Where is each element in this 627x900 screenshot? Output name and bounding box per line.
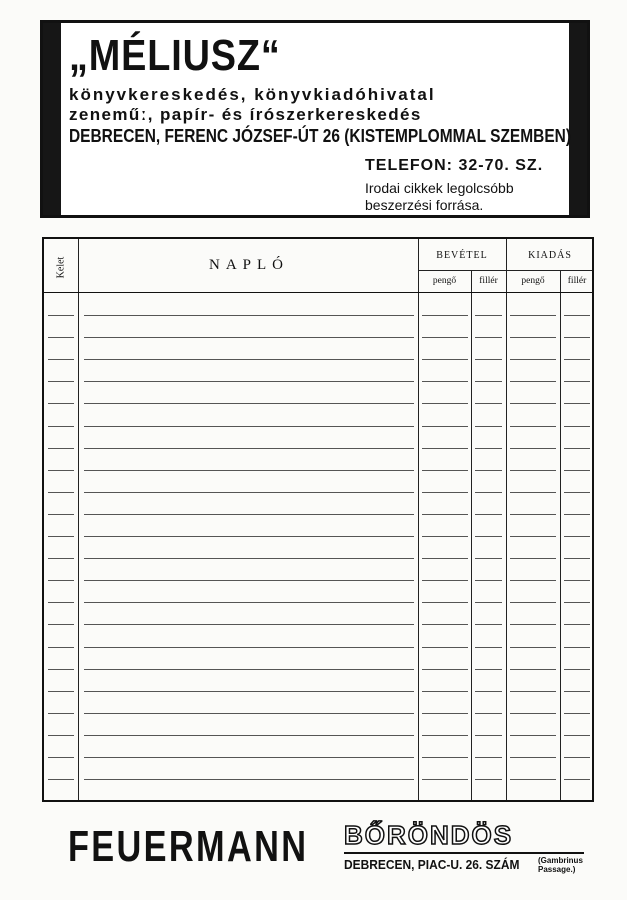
ruled-line	[84, 691, 414, 692]
ruled-line	[422, 470, 468, 471]
ruled-line	[422, 691, 468, 692]
ruled-line	[564, 470, 590, 471]
ruled-line	[564, 757, 590, 758]
meliusz-advertisement	[40, 20, 590, 218]
ruled-line	[475, 580, 502, 581]
ruled-line	[510, 448, 556, 449]
ruled-line	[475, 669, 502, 670]
ruled-line	[475, 470, 502, 471]
ruled-line	[564, 669, 590, 670]
ruled-line	[48, 403, 74, 404]
ruled-line	[564, 602, 590, 603]
ruled-line	[48, 757, 74, 758]
ruled-line	[48, 580, 74, 581]
ruled-line	[564, 514, 590, 515]
ruled-line	[422, 381, 468, 382]
ruled-line	[510, 647, 556, 648]
ruled-line	[475, 713, 502, 714]
ruled-line	[510, 514, 556, 515]
ruled-line	[564, 624, 590, 625]
ruled-line	[48, 470, 74, 471]
ruled-line	[84, 337, 414, 338]
ruled-line	[510, 359, 556, 360]
ruled-line	[510, 624, 556, 625]
ruled-line	[564, 691, 590, 692]
ruled-line	[475, 403, 502, 404]
business-address: DEBRECEN, FERENC JÓZSEF-ÚT 26 (KISTEMPLOMMAL SZEMBEN)	[69, 126, 571, 146]
ruled-line	[48, 514, 74, 515]
merchant-address: DEBRECEN, PIAC-U. 26. SZÁM	[344, 857, 520, 872]
ruled-line	[510, 602, 556, 603]
ruled-line	[84, 669, 414, 670]
ruled-line	[422, 536, 468, 537]
ruled-line	[84, 558, 414, 559]
ruled-line	[564, 713, 590, 714]
ruled-line	[48, 315, 74, 316]
ruled-line	[84, 315, 414, 316]
ruled-line	[422, 669, 468, 670]
ruled-line	[422, 337, 468, 338]
ruled-line	[84, 735, 414, 736]
column-divider	[560, 270, 561, 800]
ruled-line	[422, 624, 468, 625]
ruled-line	[422, 735, 468, 736]
ruled-line	[48, 492, 74, 493]
ruled-line	[84, 602, 414, 603]
ruled-line	[510, 403, 556, 404]
decorative-border-right	[569, 23, 587, 215]
ruled-line	[564, 735, 590, 736]
ruled-line	[475, 735, 502, 736]
column-divider	[506, 239, 507, 800]
ruled-line	[475, 536, 502, 537]
ruled-line	[510, 691, 556, 692]
ruled-line	[475, 514, 502, 515]
ruled-line	[510, 713, 556, 714]
ruled-line	[422, 580, 468, 581]
ruled-line	[564, 647, 590, 648]
income-filler-header: fillér	[479, 276, 498, 286]
ruled-line	[48, 735, 74, 736]
ruled-line	[475, 602, 502, 603]
header-divider	[44, 292, 592, 293]
slogan-line-2: beszerzési forrása.	[365, 197, 484, 213]
ruled-line	[84, 403, 414, 404]
ruled-line	[48, 558, 74, 559]
ruled-line	[84, 757, 414, 758]
expense-header: KIADÁS	[528, 250, 572, 261]
ruled-line	[475, 492, 502, 493]
ruled-line	[48, 359, 74, 360]
ruled-line	[422, 492, 468, 493]
ruled-line	[48, 602, 74, 603]
slogan	[365, 180, 565, 214]
ruled-line	[422, 403, 468, 404]
ruled-line	[422, 713, 468, 714]
ruled-line	[564, 492, 590, 493]
trade-name: BŐRÖNDÖS	[344, 820, 514, 850]
ruled-line	[564, 381, 590, 382]
date-column-header: Kelet	[55, 256, 67, 278]
ruled-line	[48, 536, 74, 537]
ruled-line	[422, 448, 468, 449]
ruled-line	[510, 779, 556, 780]
ruled-line	[475, 359, 502, 360]
ruled-line	[475, 337, 502, 338]
ruled-line	[564, 403, 590, 404]
ruled-line	[475, 691, 502, 692]
ruled-line	[48, 779, 74, 780]
ruled-line	[475, 647, 502, 648]
ruled-line	[84, 536, 414, 537]
ruled-line	[84, 713, 414, 714]
ruled-line	[475, 779, 502, 780]
brand-name: „MÉLIUSZ“	[69, 31, 281, 80]
ruled-line	[48, 691, 74, 692]
ruled-line	[510, 757, 556, 758]
ruled-line	[475, 381, 502, 382]
income-header: BEVÉTEL	[436, 250, 488, 261]
ruled-line	[48, 448, 74, 449]
ruled-line	[48, 647, 74, 648]
ruled-line	[510, 492, 556, 493]
ruled-line	[564, 337, 590, 338]
income-pengo-header: pengő	[432, 276, 457, 286]
ruled-line	[84, 426, 414, 427]
ruled-line	[564, 580, 590, 581]
ruled-line	[84, 779, 414, 780]
ruled-line	[48, 426, 74, 427]
ruled-line	[48, 669, 74, 670]
journal-title: NAPLÓ	[208, 257, 289, 273]
ruled-line	[510, 735, 556, 736]
phone-number: TELEFON: 32-70. SZ.	[365, 157, 544, 174]
feuermann-advertisement	[68, 812, 588, 882]
ruled-line	[422, 359, 468, 360]
ruled-line	[564, 426, 590, 427]
passage-note	[538, 856, 583, 874]
ruled-line	[84, 470, 414, 471]
ruled-line	[48, 381, 74, 382]
ruled-line	[564, 779, 590, 780]
ruled-line	[510, 337, 556, 338]
ruled-line	[475, 315, 502, 316]
divider-rule	[344, 852, 584, 854]
ruled-line	[422, 558, 468, 559]
ruled-line	[510, 315, 556, 316]
passage-line-1: (Gambrinus	[538, 856, 583, 865]
ruled-line	[564, 448, 590, 449]
journal-ledger-table	[42, 237, 594, 802]
ruled-line	[475, 448, 502, 449]
slogan-line-1: Irodai cikkek legolcsóbb	[365, 180, 514, 196]
ruled-line	[422, 315, 468, 316]
column-divider	[78, 239, 79, 800]
ruled-line	[510, 470, 556, 471]
column-divider	[418, 239, 419, 800]
ruled-line	[84, 359, 414, 360]
ruled-line	[84, 381, 414, 382]
ruled-line	[510, 426, 556, 427]
expense-pengo-header: pengő	[521, 276, 545, 286]
ruled-line	[422, 757, 468, 758]
ruled-line	[422, 647, 468, 648]
decorative-border-left	[43, 23, 61, 215]
ruled-line	[510, 558, 556, 559]
ruled-line	[510, 536, 556, 537]
ruled-line	[422, 514, 468, 515]
ruled-line	[510, 580, 556, 581]
ruled-line	[84, 448, 414, 449]
ruled-line	[564, 359, 590, 360]
column-divider	[471, 270, 472, 800]
merchant-name: FEUERMANN	[68, 822, 309, 871]
business-line-1: könyvkereskedés, könyvkiadóhivatal	[69, 85, 436, 104]
ruled-line	[564, 315, 590, 316]
ruled-line	[475, 757, 502, 758]
ruled-line	[84, 580, 414, 581]
expense-filler-header: fillér	[567, 276, 587, 286]
ruled-line	[475, 558, 502, 559]
business-line-2: zeneműː, papír- és írószerkereskedés	[69, 105, 422, 124]
ruled-line	[475, 426, 502, 427]
ruled-line	[422, 602, 468, 603]
ruled-line	[564, 558, 590, 559]
ruled-line	[84, 647, 414, 648]
ruled-line	[564, 536, 590, 537]
ruled-line	[475, 624, 502, 625]
ruled-line	[422, 779, 468, 780]
ruled-line	[422, 426, 468, 427]
ruled-line	[84, 624, 414, 625]
ruled-line	[48, 624, 74, 625]
ruled-line	[510, 381, 556, 382]
ruled-line	[510, 669, 556, 670]
ruled-line	[84, 514, 414, 515]
ruled-line	[48, 713, 74, 714]
ruled-line	[84, 492, 414, 493]
header-sub-divider	[418, 270, 592, 271]
ruled-line	[48, 337, 74, 338]
passage-line-2: Passage.)	[538, 865, 576, 874]
